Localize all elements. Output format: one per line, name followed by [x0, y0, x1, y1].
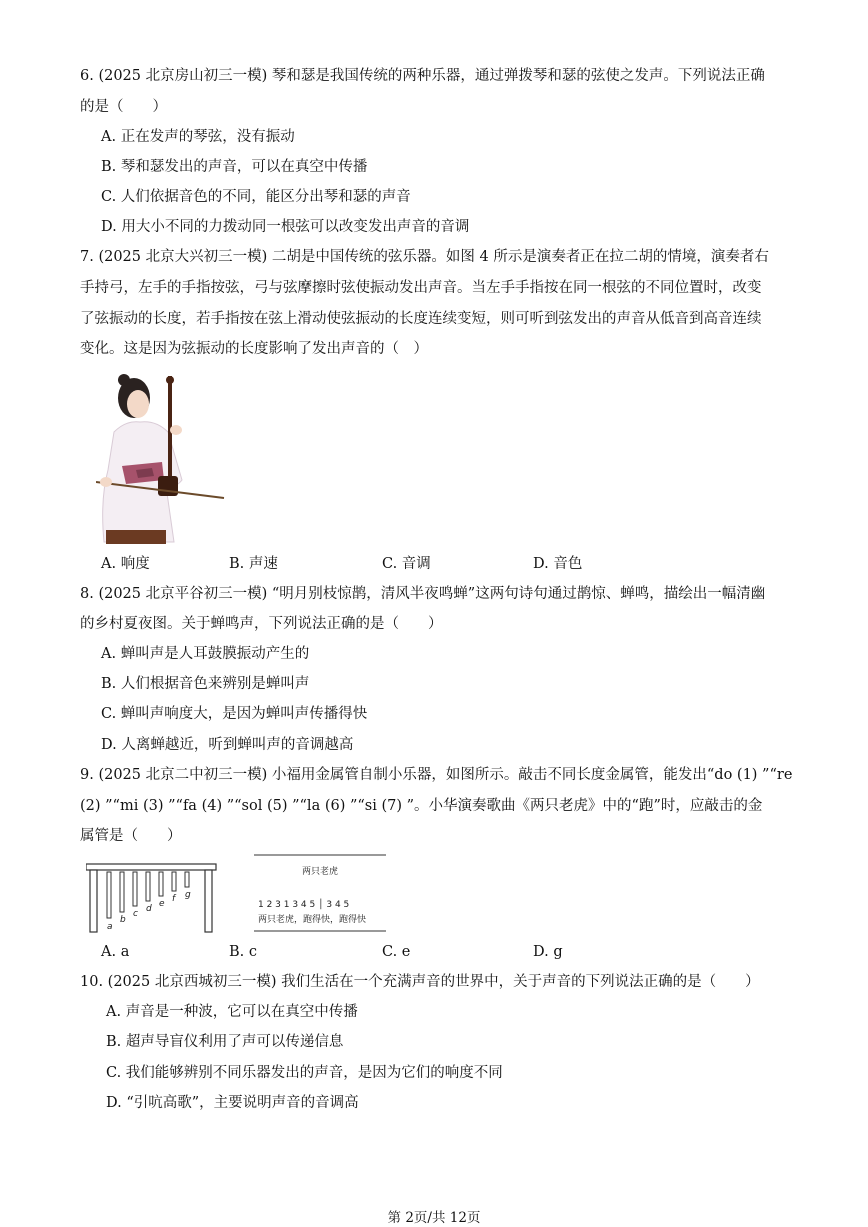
q10-stem-line-1: 10. (2025 北京西城初三一模) 我们生活在一个充满声音的世界中，关于声音的下列说法正确的是（ ） [80, 974, 760, 990]
q8-option-b[interactable]: B. 人们根据音色来辨别是蝉叫声 [101, 676, 310, 692]
q9-option-a[interactable]: A. a [101, 944, 130, 960]
q7-option-d[interactable]: D. 音色 [533, 556, 583, 572]
q8-option-c[interactable]: C. 蝉叫声响度大，是因为蝉叫声传播得快 [101, 706, 368, 722]
q6-option-c[interactable]: C. 人们依据音色的不同，能区分出琴和瑟的声音 [101, 189, 411, 205]
pipe-label-b: b [120, 915, 126, 925]
q9-option-c[interactable]: C. e [382, 944, 411, 960]
q6-option-a[interactable]: A. 正在发声的琴弦，没有振动 [101, 129, 295, 145]
score-lyrics: 两只老虎，跑得快，跑得快 [258, 915, 367, 925]
erhu-player-figure [96, 370, 226, 545]
q9-stem-line-1: 9. (2025 北京二中初三一模) 小福用金属管自制小乐器，如图所示。敲击不同长度金属管，能发出“do (1) ”“re [80, 767, 793, 783]
q10-option-d[interactable]: D. “引吭高歌”，主要说明声音的音调高 [106, 1095, 359, 1111]
q9-stem-line-2: (2) ”“mi (3) ”“fa (4) ”“sol (5) ”“la (6) ”“si (7) ”。小华演奏歌曲《两只老虎》中的“跑”时，应敲击的金 [80, 798, 763, 814]
q7-option-a[interactable]: A. 响度 [101, 556, 150, 572]
q9-stem-line-3: 属管是（ ） [80, 828, 182, 844]
q10-option-c[interactable]: C. 我们能够辨别不同乐器发出的声音，是因为它们的响度不同 [106, 1065, 503, 1081]
score-title: 两只老虎 [301, 867, 339, 877]
pipe-label-c: c [133, 909, 138, 919]
q10-option-b[interactable]: B. 超声导盲仪利用了声可以传递信息 [106, 1034, 344, 1050]
q9-option-d[interactable]: D. g [533, 944, 563, 960]
q8-option-a[interactable]: A. 蝉叫声是人耳鼓膜振动产生的 [101, 646, 310, 662]
score-figure [252, 852, 388, 934]
q7-stem-line-1: 7. (2025 北京大兴初三一模) 二胡是中国传统的弦乐器。如图 4 所示是演奏者正在拉二胡的情境，演奏者右 [80, 249, 769, 265]
metal-pipe-instrument-figure [86, 858, 220, 934]
pipe-label-e: e [159, 899, 165, 909]
q7-stem-line-3: 了弦振动的长度，若手指按在弦上滑动使弦振动的长度连续变短，则可听到弦发出的声音从低音到高音连续 [80, 311, 762, 327]
pipe-label-f: f [172, 894, 176, 904]
pipe-label-g: g [185, 890, 191, 900]
q6-stem-line-2: 的是（ ） [80, 99, 167, 115]
q6-stem-line-1: 6. (2025 北京房山初三一模) 琴和瑟是我国传统的两种乐器，通过弹拨琴和瑟的弦使之发声。下列说法正确 [80, 68, 765, 84]
page-number: 第 2页/共 12页 [387, 1210, 481, 1226]
q10-option-a[interactable]: A. 声音是一种波，它可以在真空中传播 [106, 1004, 358, 1020]
q7-stem-line-2: 手持弓，左手的手指按弦，弓与弦摩擦时弦使振动发出声音。当左手手指按在同一根弦的不同位置时，改变 [80, 280, 762, 296]
q8-stem-line-1: 8. (2025 北京平谷初三一模) “明月别枝惊鹊，清风半夜鸣蝉”这两句诗句通过鹊惊、蝉鸣，描绘出一幅清幽 [80, 586, 766, 602]
q6-option-d[interactable]: D. 用大小不同的力拨动同一根弦可以改变发出声音的音调 [101, 219, 470, 235]
q7-option-c[interactable]: C. 音调 [382, 556, 431, 572]
q6-option-b[interactable]: B. 琴和瑟发出的声音，可以在真空中传播 [101, 159, 368, 175]
q7-option-b[interactable]: B. 声速 [229, 556, 278, 572]
q8-option-d[interactable]: D. 人离蝉越近，听到蝉叫声的音调越高 [101, 737, 354, 753]
pipe-label-d: d [146, 904, 152, 914]
score-notes: 1 2 3 1 3 4 5 │ 3 4 5 [258, 900, 350, 910]
pipe-label-a: a [107, 922, 113, 932]
q8-stem-line-2: 的乡村夏夜图。关于蝉鸣声，下列说法正确的是（ ） [80, 616, 443, 632]
q9-option-b[interactable]: B. c [229, 944, 257, 960]
q7-stem-line-4: 变化。这是因为弦振动的长度影响了发出声音的（ ） [80, 341, 428, 357]
